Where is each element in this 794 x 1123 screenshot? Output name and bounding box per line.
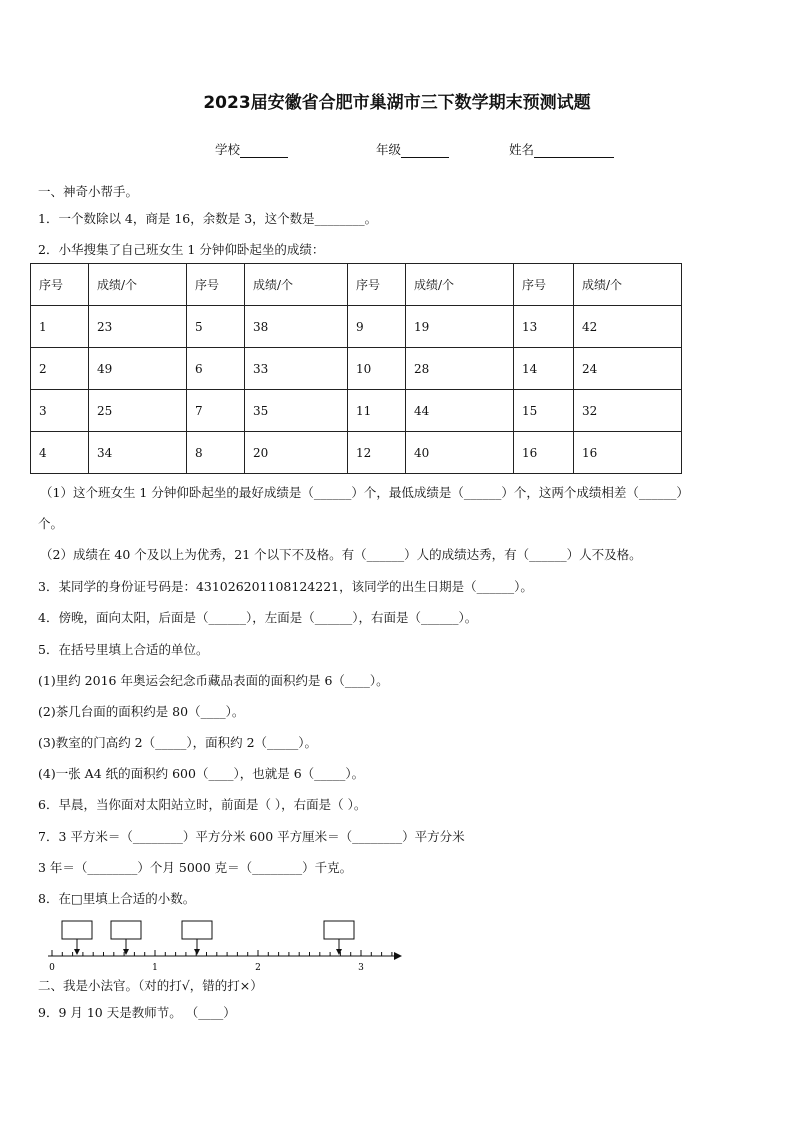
table-cell: 23: [89, 306, 187, 348]
question-8: 8．在□里填上合适的小数。: [38, 891, 196, 906]
question-7-line-2: 3 年＝（________）个月 5000 克＝（________）千克。: [38, 860, 353, 875]
arrow-right-icon: [394, 952, 402, 960]
question-5-part-2: (2)茶几台面的面积约是 80（____）。: [38, 704, 245, 719]
table-header-cell: 成绩/个: [406, 264, 514, 306]
table-cell: 19: [406, 306, 514, 348]
question-5-part-1: (1)里约 2016 年奥运会纪念币藏品表面的面积约是 6（____）。: [38, 673, 389, 688]
table-header-cell: 成绩/个: [574, 264, 682, 306]
table-cell: 15: [514, 390, 574, 432]
number-line-label-0: 0: [49, 963, 55, 973]
grade-label: 年级: [376, 142, 402, 157]
table-header-cell: 成绩/个: [89, 264, 187, 306]
table-cell: 8: [187, 432, 245, 474]
table-cell: 12: [348, 432, 406, 474]
table-header-cell: 序号: [187, 264, 245, 306]
question-5: 5．在括号里填上合适的单位。: [38, 642, 209, 657]
grade-field: [376, 140, 449, 158]
table-row: [31, 432, 682, 474]
name-field: [509, 140, 614, 158]
table-row: [31, 390, 682, 432]
table-cell: 33: [245, 348, 348, 390]
table-cell: 35: [245, 390, 348, 432]
table-cell: 16: [514, 432, 574, 474]
number-line: [42, 916, 407, 974]
table-cell: 42: [574, 306, 682, 348]
question-7-line-1: 7．3 平方米＝（________）平方分米 600 平方厘米＝（________）平方分米: [38, 829, 465, 844]
table-cell: 5: [187, 306, 245, 348]
question-9: 9．9 月 10 天是教师节。 （____）: [38, 1005, 236, 1020]
table-cell: 38: [245, 306, 348, 348]
table-cell: 3: [31, 390, 89, 432]
number-line-label-3: 3: [358, 963, 364, 973]
answer-box-3[interactable]: [182, 921, 212, 955]
table-header-row: [31, 264, 682, 306]
table-row: [31, 348, 682, 390]
question-2-part-2: （2）成绩在 40 个及以上为优秀，21 个以下不及格。有（______）人的成绩达秀，有（______）人不及格。: [40, 547, 642, 562]
question-2-part-1: （1）这个班女生 1 分钟仰卧起坐的最好成绩是（______）个，最低成绩是（______）个，这两个成绩相差（______）: [40, 485, 689, 500]
question-4: 4．傍晚，面向太阳，后面是（______），左面是（______），右面是（______）。: [38, 610, 478, 625]
table-cell: 34: [89, 432, 187, 474]
table-cell: 2: [31, 348, 89, 390]
table-cell: 10: [348, 348, 406, 390]
table-cell: 14: [514, 348, 574, 390]
table-cell: 49: [89, 348, 187, 390]
name-blank[interactable]: [534, 143, 614, 158]
table-header-cell: 序号: [514, 264, 574, 306]
question-6: 6．早晨，当你面对太阳站立时，前面是（ ），右面是（ ）。: [38, 797, 367, 812]
answer-box-1[interactable]: [62, 921, 92, 955]
table-cell: 9: [348, 306, 406, 348]
question-2: 2．小华搜集了自己班女生 1 分钟仰卧起坐的成绩：: [38, 242, 325, 257]
answer-box-2[interactable]: [111, 921, 141, 955]
number-line-label-2: 2: [255, 963, 261, 973]
table-cell: 13: [514, 306, 574, 348]
table-cell: 16: [574, 432, 682, 474]
number-line-label-1: 1: [152, 963, 158, 973]
question-1: 1．一个数除以 4，商是 16，余数是 3，这个数是________。: [38, 211, 378, 226]
table-header-cell: 成绩/个: [245, 264, 348, 306]
table-row: [31, 306, 682, 348]
question-5-part-3: (3)教室的门高约 2（_____），面积约 2（_____）。: [38, 735, 318, 750]
table-cell: 6: [187, 348, 245, 390]
page-title: 2023届安徽省合肥市巢湖市三下数学期末预测试题: [203, 93, 591, 113]
scores-table: [30, 263, 682, 474]
table-cell: 28: [406, 348, 514, 390]
table-cell: 44: [406, 390, 514, 432]
name-label: 姓名: [509, 142, 535, 157]
table-cell: 24: [574, 348, 682, 390]
section-2-heading: 二、我是小法官。（对的打√，错的打×）: [38, 978, 263, 993]
table-cell: 25: [89, 390, 187, 432]
table-cell: 32: [574, 390, 682, 432]
question-2-part-1-cont: 个。: [38, 516, 64, 531]
section-1-heading: 一、神奇小帮手。: [38, 184, 139, 199]
question-5-part-4: (4)一张 A4 纸的面积约 600（____），也就是 6（_____）。: [38, 766, 365, 781]
school-field: [215, 140, 288, 158]
grade-blank[interactable]: [401, 143, 449, 158]
answer-box-4[interactable]: [324, 921, 354, 955]
question-3: 3．某同学的身份证号码是：431026201108124221，该同学的出生日期是（______）。: [38, 579, 533, 594]
table-cell: 20: [245, 432, 348, 474]
school-label: 学校: [215, 142, 241, 157]
table-cell: 1: [31, 306, 89, 348]
table-cell: 7: [187, 390, 245, 432]
table-cell: 4: [31, 432, 89, 474]
table-cell: 11: [348, 390, 406, 432]
table-header-cell: 序号: [31, 264, 89, 306]
table-cell: 40: [406, 432, 514, 474]
table-header-cell: 序号: [348, 264, 406, 306]
school-blank[interactable]: [240, 143, 288, 158]
